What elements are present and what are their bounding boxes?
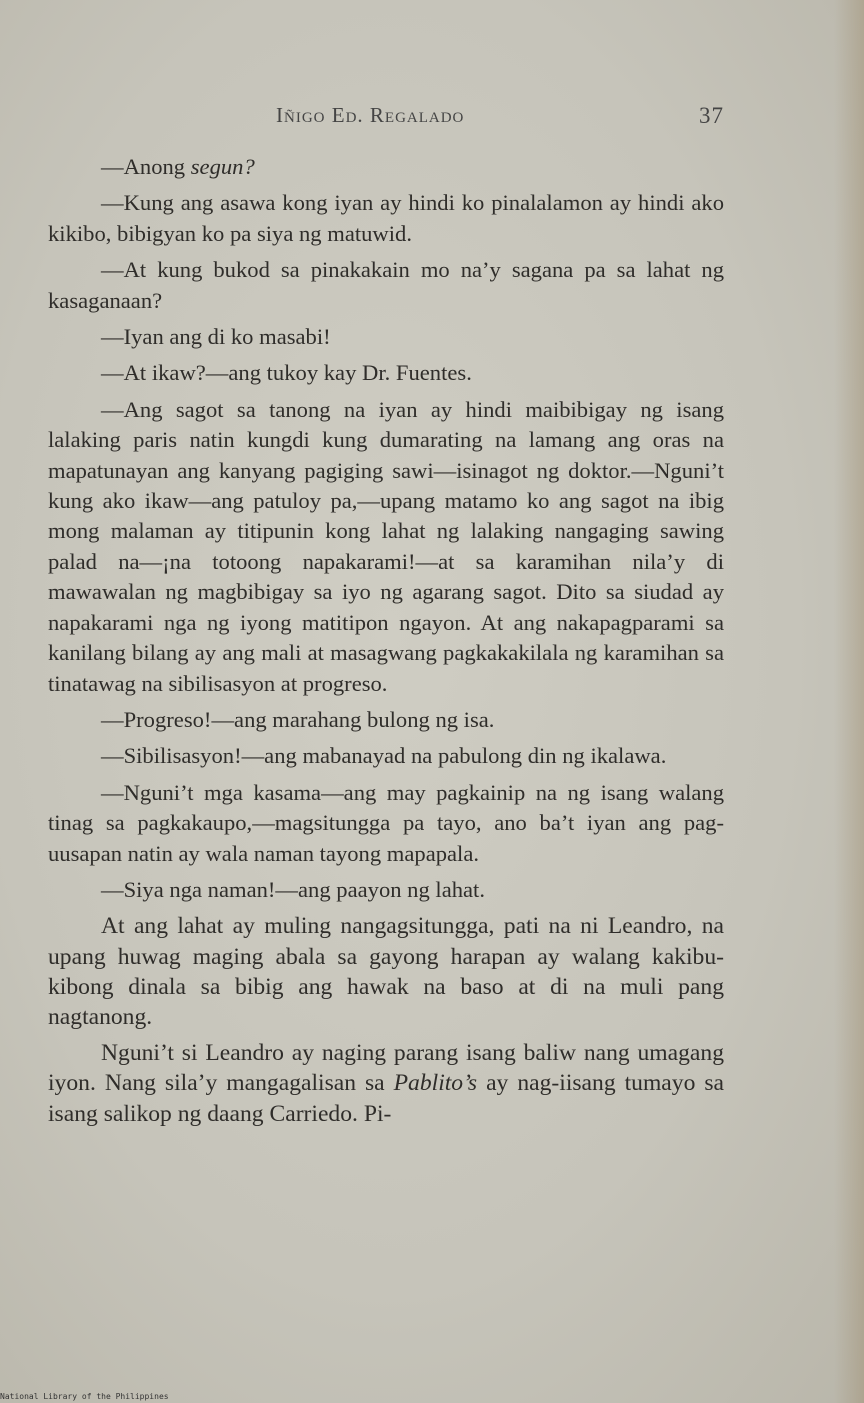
- body-text: [48, 152, 724, 1135]
- library-footer: National Library of the Philippines: [0, 1392, 169, 1401]
- paragraph: —Sibilisasyon!—ang mabanayad na pabulong din ng ikalawa.: [101, 743, 667, 769]
- page-number: 37: [699, 103, 724, 128]
- paragraph: —Nguni’t mga kasama—ang may pagkainip na ng isang walang tinag sa pagkakaupo,—magsitungga pa tayo, ano ba’t iyan ang pag-uusapan natin ay wala naman tayong mapapala.: [48, 779, 724, 866]
- paragraph: —Ang sagot sa tanong na iyan ay hindi maibibigay ng isang lalaking paris natin kungdi kung dumarating na lamang ang oras na mapatunayan ang kanyang pagiging sawi—isinagot ng doktor.—Nguni’t kung ako ikaw—ang patuloy pa,—upang matamo ko ang sagot na ibig mong malaman ay titipunin kong lahat ng lalaking nangaging sawing palad na—¡na totoong napakarami!—at sa karamihan nila’y di mawawalan ng magbibigay sa iyo ng agarang sagot. Dito sa siudad ay napakarami nga ng iyong matitipon ngayon. At ang nakapagparami sa kanilang bilang ay ang mali at masagwang pagkakakilala ng karamihan sa tinatawag na sibilisasyon at progreso.: [48, 396, 724, 696]
- paragraph: —Progreso!—ang marahang bulong ng isa.: [101, 706, 495, 732]
- paragraph: —At ikaw?—ang tukoy kay Dr. Fuentes.: [101, 360, 472, 386]
- paragraph: Nguni’t si Leandro ay naging parang isang baliw nang umagang iyon. Nang sila’y mangagalisan sa Pablito’s ay nag-iisang tumayo sa isang salikop ng daang Carriedo. Pi-: [48, 1040, 724, 1127]
- paragraph: —Iyan ang di ko masabi!: [101, 324, 331, 350]
- page-edge-shadow: [834, 0, 864, 1403]
- paragraph: —Anong segun?: [101, 154, 255, 179]
- page-header: [48, 103, 724, 131]
- paragraph: At ang lahat ay muling nangagsitungga, pati na ni Leandro, na upang huwag maging abala sa gayong harapan ay walang kakibu-kibong dinala sa bibig ang hawak na baso at di na muli pang nagtanong.: [48, 913, 724, 1030]
- paragraph: —Siya nga naman!—ang paayon ng lahat.: [101, 876, 485, 902]
- paragraph: —Kung ang asawa kong iyan ay hindi ko pinalalamon ay hindi ako kikibo, bibigyan ko pa siya ng matuwid.: [48, 190, 724, 246]
- running-title: Iñigo Ed. Regalado: [276, 103, 465, 127]
- paragraph: —At kung bukod sa pinakakain mo na’y sagana pa sa lahat ng kasaganaan?: [48, 257, 724, 313]
